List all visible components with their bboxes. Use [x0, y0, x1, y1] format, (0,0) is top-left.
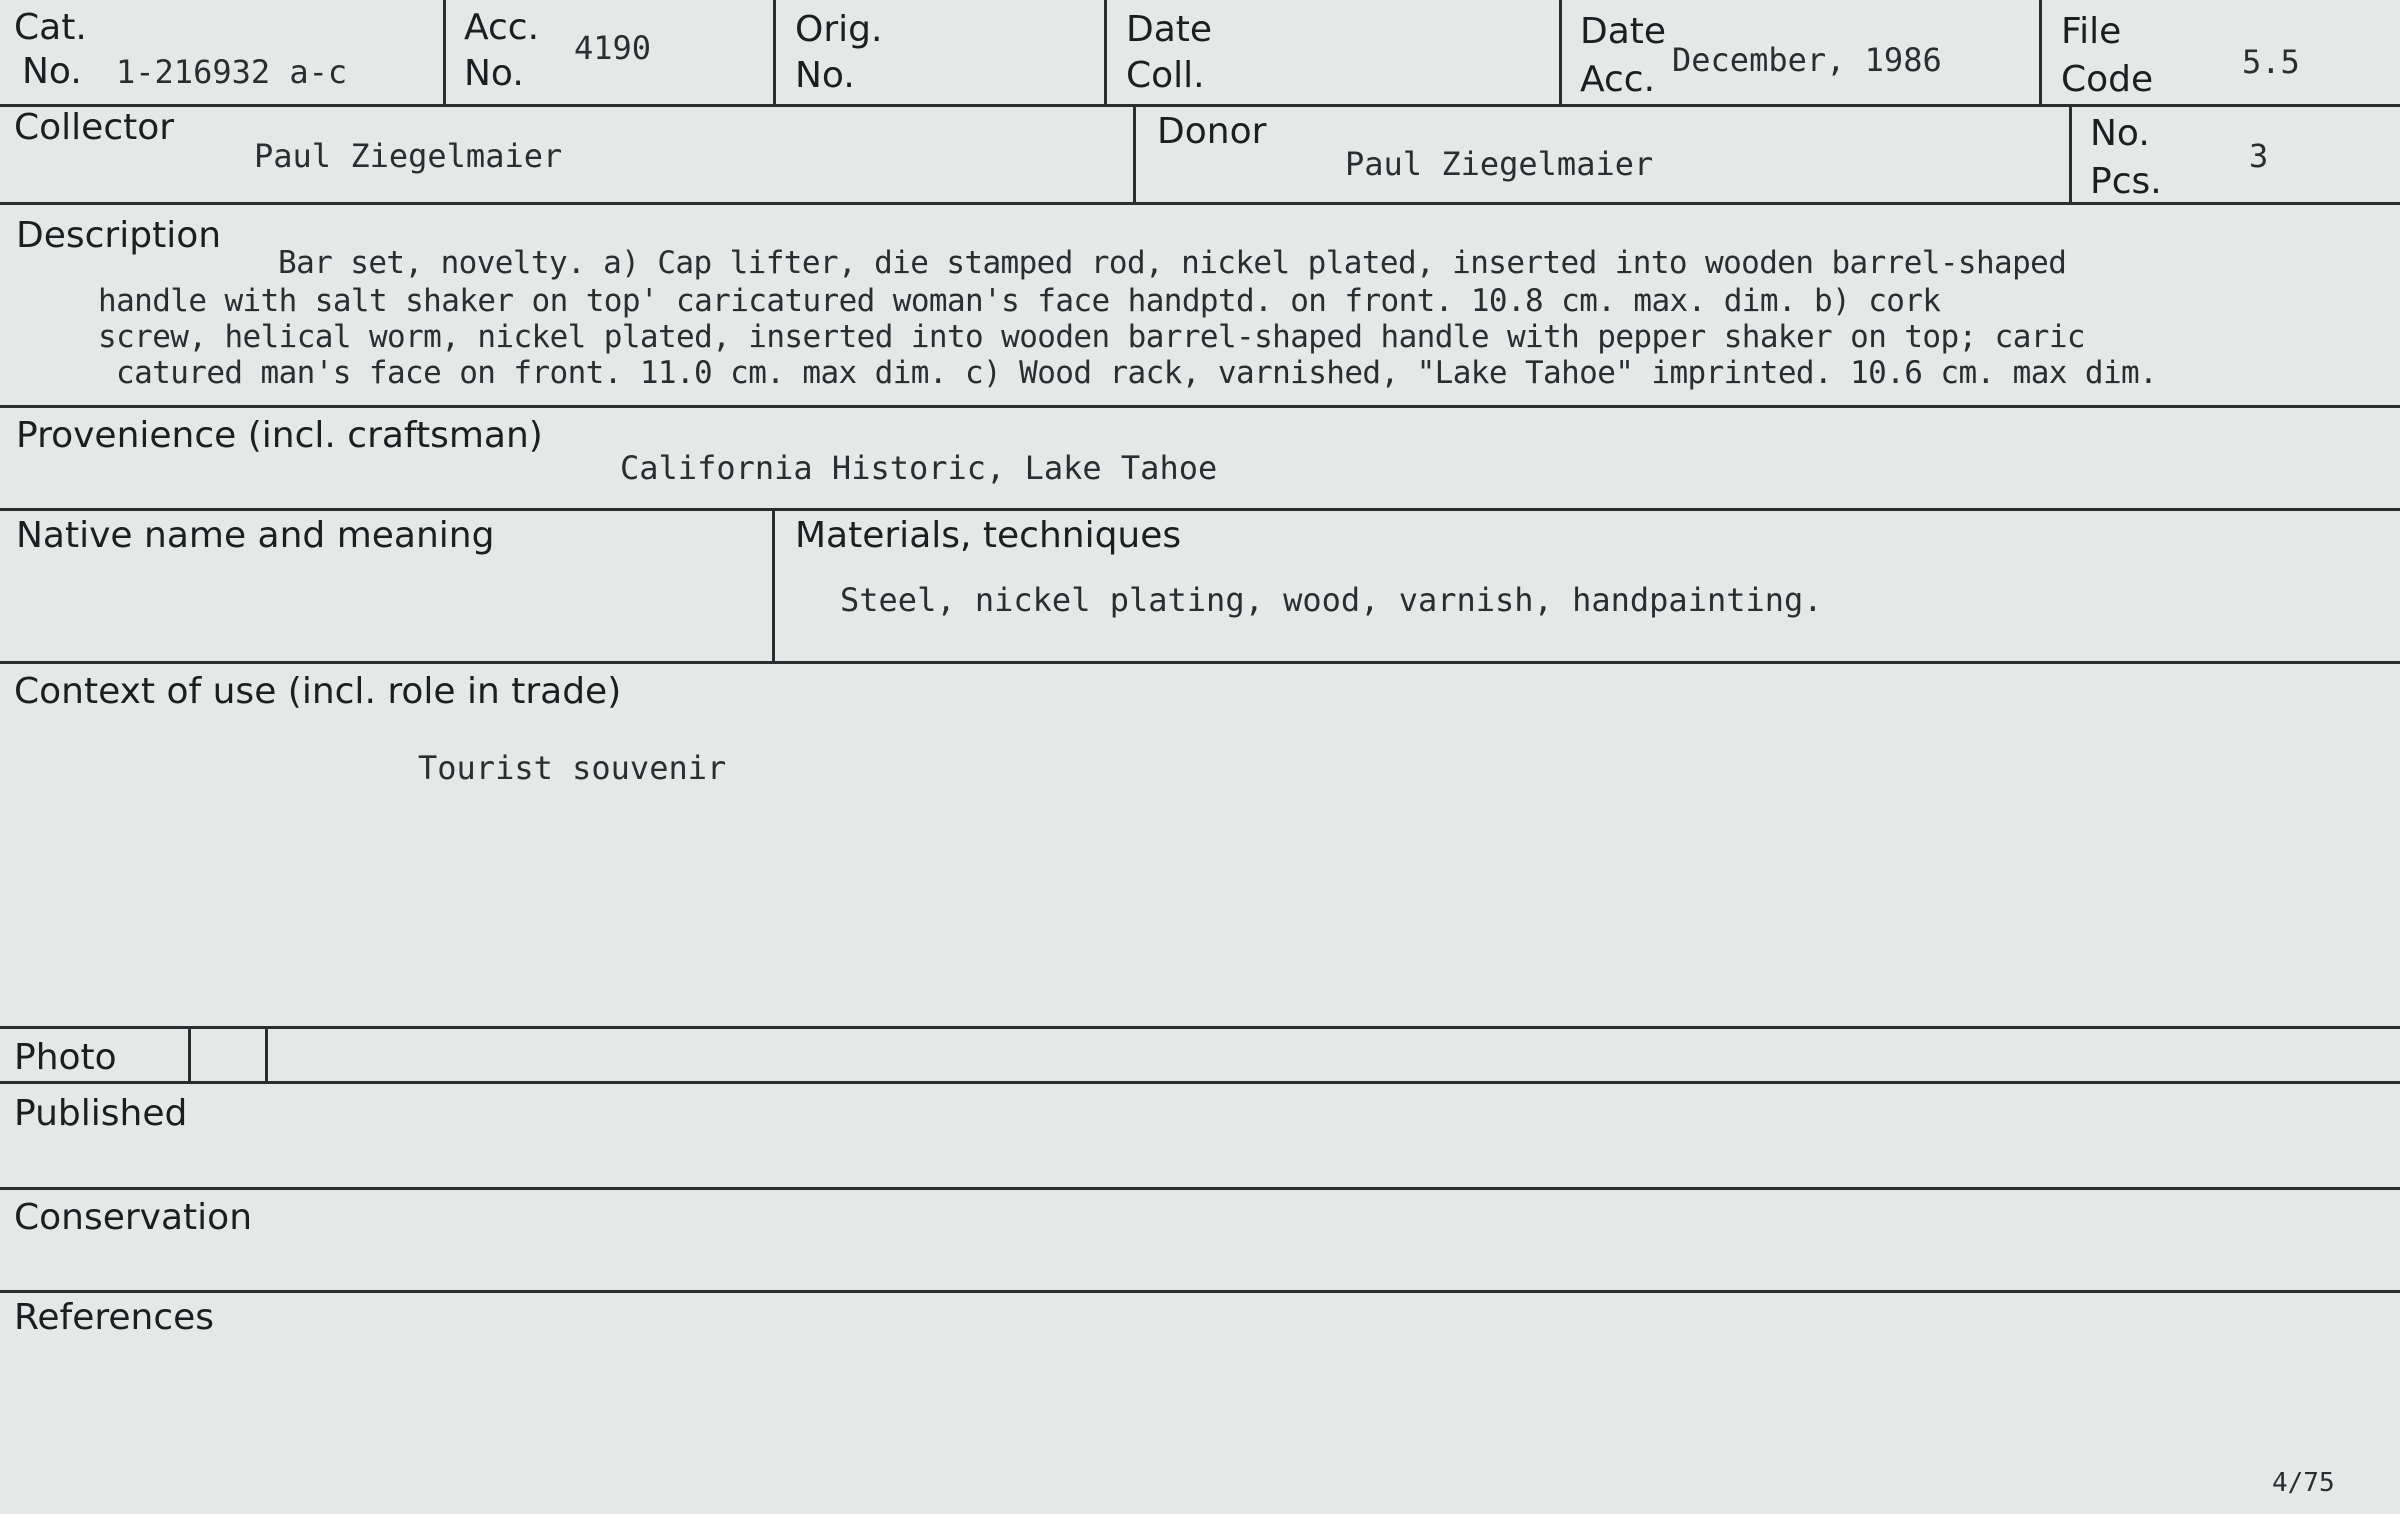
rule-v-donor	[2069, 104, 2072, 202]
rule-published-bottom	[0, 1187, 2400, 1190]
rule-v-cat	[443, 0, 446, 104]
rule-conservation-bottom	[0, 1290, 2400, 1293]
provenience-value: California Historic, Lake Tahoe	[620, 449, 1218, 487]
date-acc-value: December, 1986	[1672, 41, 1942, 79]
rule-v-datecoll	[1559, 0, 1562, 104]
rule-v-collector	[1133, 104, 1136, 202]
rule-v-acc	[773, 0, 776, 104]
rule-provenience-bottom	[0, 508, 2400, 511]
donor-value: Paul Ziegelmaier	[1345, 145, 1654, 183]
published-label: Published	[14, 1093, 188, 1134]
card-number: 4/75	[2272, 1468, 2335, 1498]
donor-label: Donor	[1157, 111, 1267, 152]
context-label: Context of use (incl. role in trade)	[14, 671, 622, 712]
description-line-4: catured man's face on front. 11.0 cm. max dim. c) Wood rack, varnished, "Lake Tahoe" imprinted. 10.6 cm. max dim.	[116, 355, 2158, 391]
rule-photo-bottom	[0, 1081, 2400, 1084]
materials-value: Steel, nickel plating, wood, varnish, handpainting.	[840, 581, 1823, 619]
rule-description-bottom	[0, 405, 2400, 408]
rule-v-native	[772, 508, 775, 661]
provenience-label: Provenience (incl. craftsman)	[16, 415, 543, 456]
file-code-value: 5.5	[2242, 43, 2300, 81]
rule-v-photo-2	[265, 1026, 268, 1081]
date-acc-label-2: Acc.	[1580, 59, 1656, 100]
description-line-3: screw, helical worm, nickel plated, inserted into wooden barrel-shaped handle with pepper shaker on top; caric	[98, 319, 2085, 355]
rule-context-bottom	[0, 1026, 2400, 1029]
date-coll-label-2: Coll.	[1126, 55, 1205, 96]
description-line-1: Bar set, novelty. a) Cap lifter, die stamped rod, nickel plated, inserted into wooden barrel-shaped	[278, 245, 2067, 281]
conservation-label: Conservation	[14, 1197, 253, 1238]
pieces-value: 3	[2249, 137, 2269, 175]
rule-v-photo-1	[188, 1026, 191, 1081]
context-value: Tourist souvenir	[418, 749, 727, 787]
cat-no-label: No.	[22, 51, 82, 92]
acc-value: 4190	[574, 29, 652, 67]
rule-materials-bottom	[0, 661, 2400, 664]
orig-label: Orig.	[795, 9, 883, 50]
references-label: References	[14, 1297, 215, 1338]
native-name-label: Native name and meaning	[16, 515, 495, 556]
rule-v-dateacc	[2039, 0, 2042, 104]
materials-label: Materials, techniques	[795, 515, 1182, 556]
description-line-2: handle with salt shaker on top' caricatured woman's face handptd. on front. 10.8 cm. max. dim. b) cork	[98, 283, 1941, 319]
file-code-label-2: Code	[2061, 59, 2154, 100]
acc-no-label: No.	[464, 53, 524, 94]
cat-label: Cat.	[14, 7, 87, 48]
file-code-label: File	[2061, 11, 2122, 52]
pieces-label-2: Pcs.	[2090, 161, 2162, 202]
pieces-label: No.	[2090, 113, 2150, 154]
date-acc-label: Date	[1580, 11, 1667, 52]
acc-label: Acc.	[464, 7, 540, 48]
rule-row2-bottom	[0, 202, 2400, 205]
photo-label: Photo	[14, 1037, 117, 1078]
orig-no-label: No.	[795, 55, 855, 96]
rule-row1-bottom	[0, 104, 2400, 107]
date-coll-label: Date	[1126, 9, 1213, 50]
rule-v-orig	[1104, 0, 1107, 104]
collector-value: Paul Ziegelmaier	[254, 137, 563, 175]
cat-value: 1-216932 a-c	[116, 53, 348, 91]
collector-label: Collector	[14, 107, 175, 148]
description-label: Description	[16, 215, 222, 256]
